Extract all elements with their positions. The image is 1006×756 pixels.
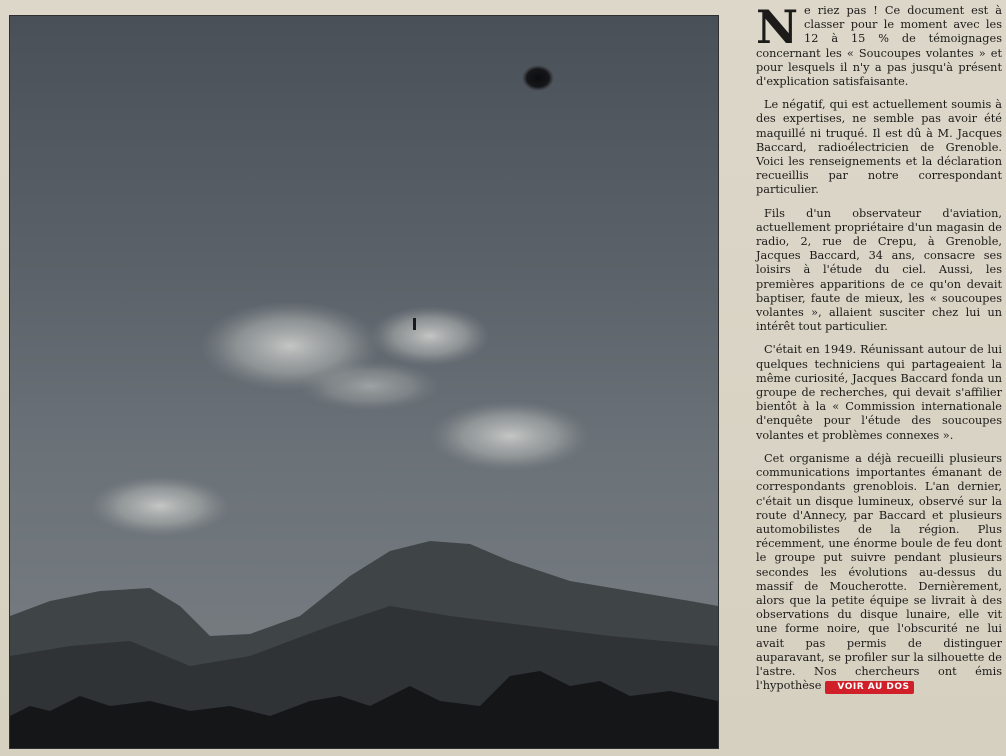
article-paragraph xyxy=(756,0,1002,89)
cloud xyxy=(430,401,590,471)
small-object xyxy=(413,318,416,330)
continue-badge: VOIR AU DOS xyxy=(825,681,913,694)
paragraph-text: Cet organisme a déjà recueilli plusieurs communications importantes émanant de correspondants grenoblois. L'an dernier, c'était un disque lumineux, observé sur la route d'Annecy, par Baccard et plusieurs automobilistes de la région. Plus récemment, une énorme boule de feu dont le groupe put suivre pendant plusieurs secondes les évolutions au-dessus du massif de Moucherotte. Dernièrement, alors que la petite équipe se livrait à des observations du disque lunaire, elle vit une forme noire, que l'obscurité ne lui avait pas permis de distinguer auparavant, se profiler sur la silhouette de l'astre. Nos chercheurs ont émis l'hypothèse xyxy=(756,451,1002,693)
photo-scene xyxy=(10,16,718,748)
article-paragraph: Fils d'un observateur d'aviation, actuellement propriétaire d'un magasin de radio, 2, rue de Crepu, à Grenoble, Jacques Baccard, 34 ans, consacre ses loisirs à l'étude du ciel. Aussi, les premières apparitions de ce qu'on devait baptiser, faute de mieux, les « soucoupes volantes », allaient susciter chez lui un intérêt tout particulier. xyxy=(756,206,1002,334)
paragraph-text: e riez pas ! Ce document est à classer pour le moment avec les 12 à 15 % de témoignages concernant les « Soucoupes volantes » et pour lesquels il n'y a pas jusqu'à présent d'explication satisfaisante. xyxy=(756,4,1002,89)
article-paragraph: Le négatif, qui est actuellement soumis à des expertises, ne semble pas avoir été maquillé ni truqué. Il est dû à M. Jacques Baccard, radioélectricien de Grenoble. Voici les renseignements et la déclaration recueillis par notre correspondant particulier. xyxy=(756,98,1002,197)
cloud xyxy=(370,306,490,366)
drop-cap: N xyxy=(756,0,799,54)
article-paragraph: C'était en 1949. Réunissant autour de lui quelques techniciens qui partageaient la même curiosité, Jacques Baccard fonda un groupe de recherches, qui devait s'affilier bientôt à la « Commission internationale d'enquête pour l'étude des soucoupes volantes et problèmes connexes ». xyxy=(756,343,1002,442)
article-paragraph xyxy=(756,452,1002,694)
cloud xyxy=(90,476,230,536)
article-column xyxy=(756,0,1002,752)
ufo-photograph xyxy=(10,16,718,748)
ufo-disc xyxy=(522,65,554,91)
cloud xyxy=(300,361,440,411)
